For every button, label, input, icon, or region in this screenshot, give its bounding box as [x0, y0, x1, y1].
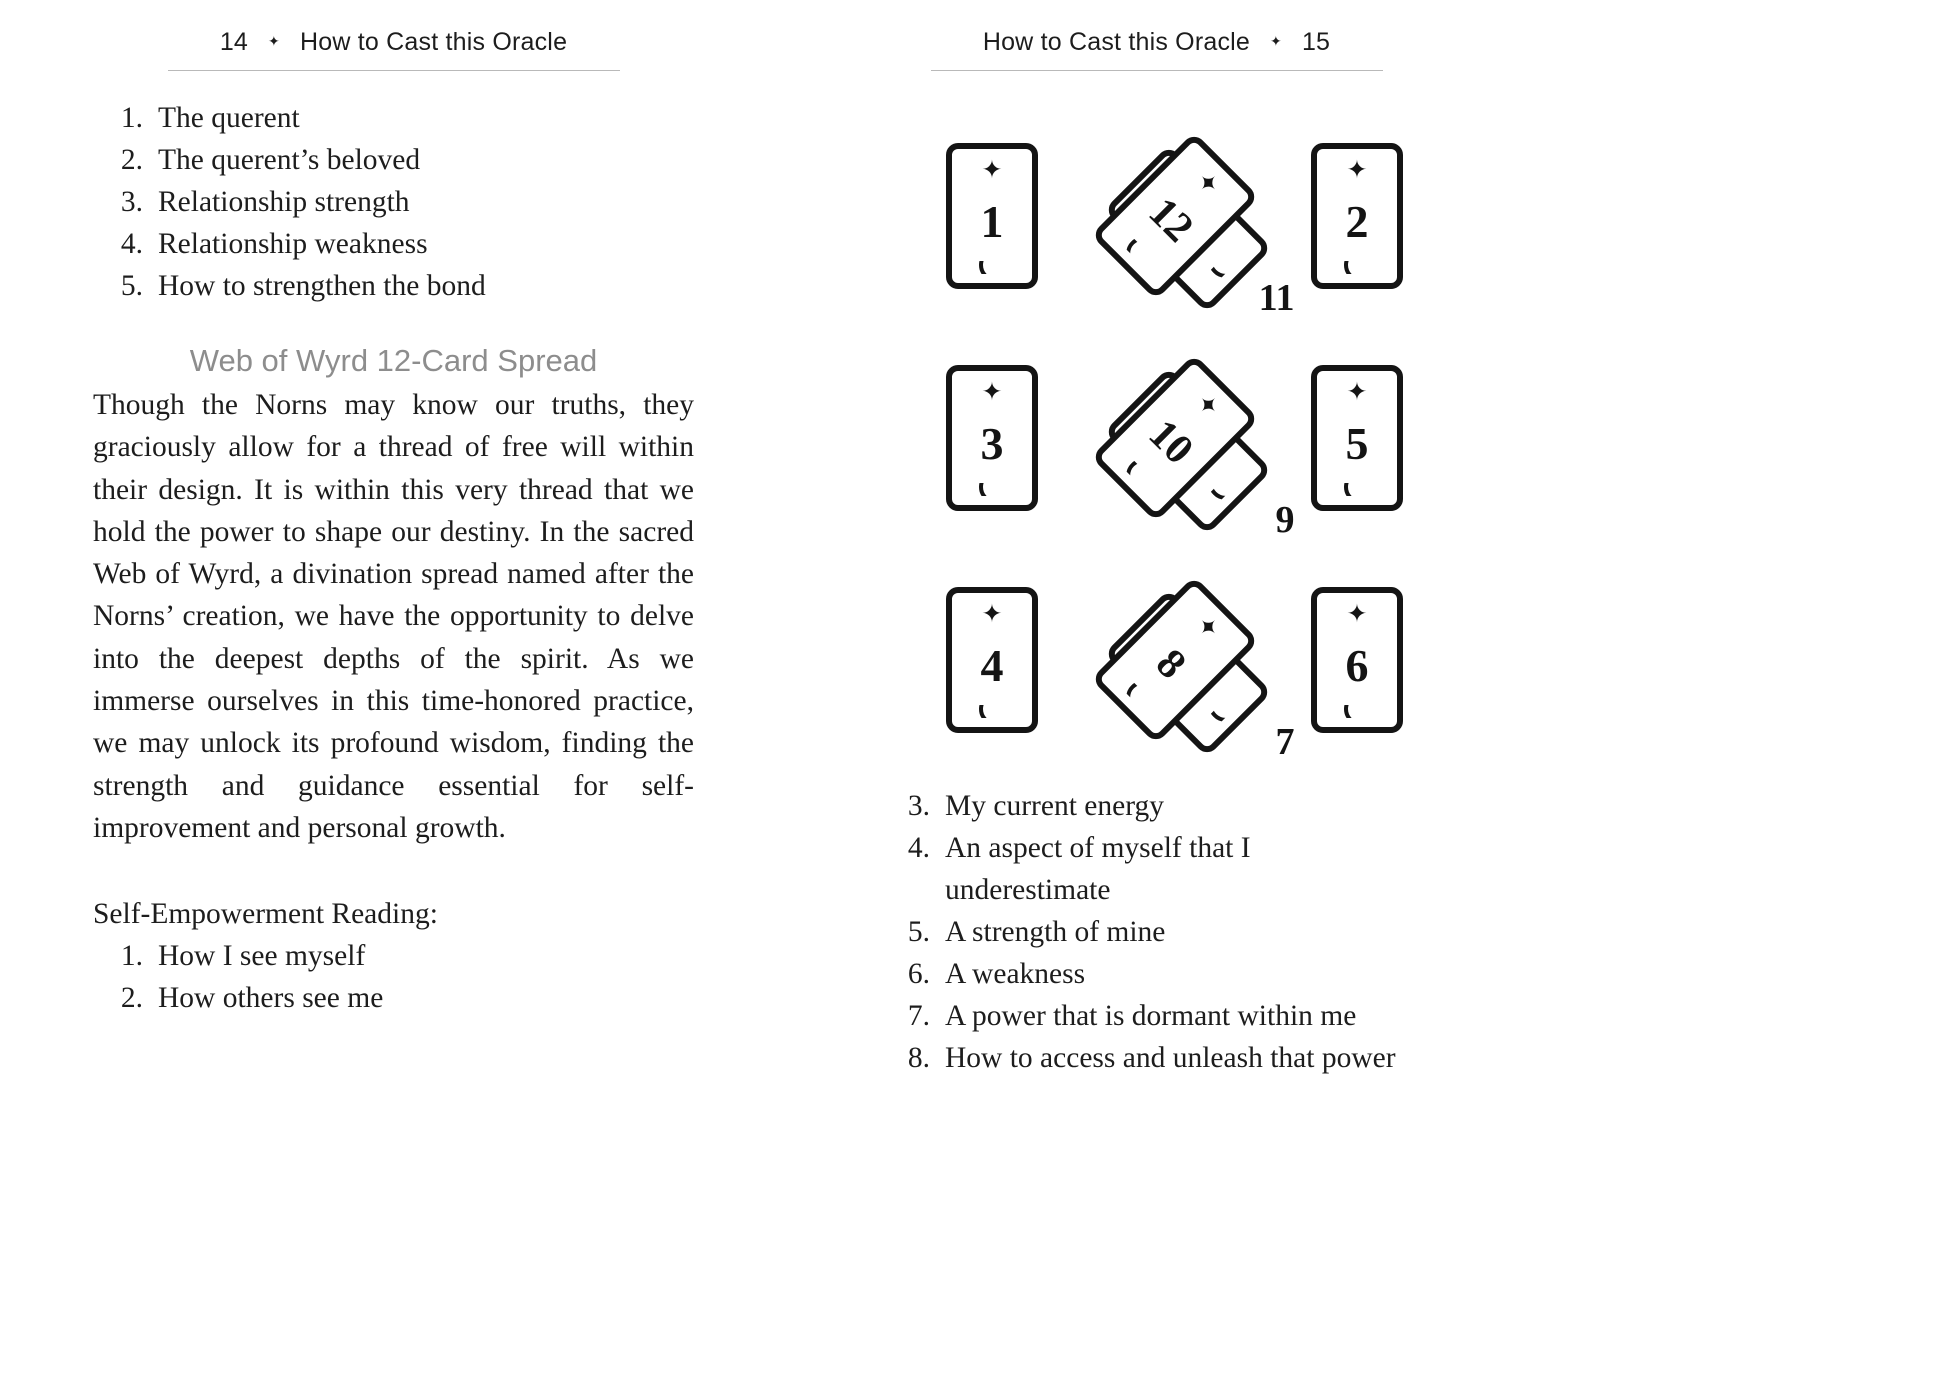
- list-text: A power that is dormant within me: [945, 1000, 1357, 1032]
- list-number: 4.: [907, 832, 930, 864]
- list-item: [898, 953, 1415, 995]
- page-number: 15: [1301, 28, 1331, 56]
- star-icon: ✦: [981, 601, 1003, 628]
- crescent-moon-icon: [1124, 239, 1152, 267]
- self-empowerment-list-part1: [93, 935, 694, 1019]
- list-text: Relationship weakness: [158, 228, 428, 260]
- list-item: [111, 223, 694, 265]
- list-number: 7.: [907, 1000, 930, 1032]
- card-number: 10: [1139, 411, 1202, 474]
- star-icon: ✦: [981, 157, 1003, 184]
- list-item: [111, 97, 694, 139]
- back-card-number-label: 7: [1275, 721, 1295, 763]
- list-text: My current energy: [945, 790, 1164, 822]
- card-number: 2: [1345, 196, 1369, 247]
- list-item: [898, 995, 1415, 1037]
- spread-row-1: [946, 105, 1403, 327]
- list-number: 6.: [907, 958, 930, 990]
- star-icon: ✦: [1346, 157, 1368, 184]
- spread-row-2: [946, 327, 1403, 549]
- spread-row-3: [946, 549, 1403, 771]
- star-icon: ✦: [1189, 610, 1224, 645]
- oracle-card-5: [1311, 365, 1403, 511]
- list-item: [111, 935, 694, 977]
- crescent-moon-icon: [1124, 461, 1152, 489]
- list-text: The querent: [158, 102, 300, 134]
- left-page-header: [168, 28, 620, 71]
- card-number: 5: [1345, 418, 1369, 469]
- crescent-moon-icon: [1210, 474, 1238, 502]
- star-icon: ✦: [1189, 388, 1224, 423]
- list-number: 3.: [120, 186, 143, 218]
- list-number: 2.: [120, 144, 143, 176]
- list-text: The querent’s beloved: [158, 144, 421, 176]
- crescent-moon-icon: [1344, 483, 1370, 496]
- list-item: [898, 827, 1415, 911]
- crescent-moon-icon: [1210, 252, 1238, 280]
- list-number: 1.: [120, 940, 143, 973]
- oracle-card-4: [946, 587, 1038, 733]
- card-number: 3: [980, 418, 1004, 469]
- list-number: 5.: [120, 270, 143, 302]
- section-heading: Web of Wyrd 12-Card Spread: [189, 343, 598, 378]
- running-head-title: How to Cast this Oracle: [299, 28, 568, 56]
- back-card-number-label: 11: [1258, 277, 1295, 319]
- list-item: [111, 265, 694, 307]
- page-15: [898, 28, 1415, 1079]
- list-number: 8.: [907, 1042, 930, 1074]
- crescent-moon-icon: [979, 705, 1005, 718]
- crescent-moon-icon: [1344, 261, 1370, 274]
- body-paragraph: Though the Norns may know our truths, they graciously allow for a thread of free will within their design. It is within this very thread that we hold the power to shape our destiny. In the sacred Web of Wyrd, a divination spread named after the Norns’ creation, we have the opportunity to delve into the deepest depths of the spirit. As we immerse ourselves in this time-honored practice, we may unlock its profound wisdom, finding the strength and guidance essential for self-improvement and personal growth.: [93, 389, 694, 844]
- diamond-icon: ✦: [1270, 33, 1282, 49]
- list-number: 3.: [907, 790, 930, 822]
- reading-title: Self-Empowerment Reading:: [93, 898, 438, 931]
- list-text: How to access and unleash that power: [945, 1042, 1396, 1074]
- list-text: Relationship strength: [158, 186, 410, 218]
- star-icon: ✦: [1346, 601, 1368, 628]
- list-text: An aspect of myself that I underestimate: [945, 832, 1251, 906]
- crescent-moon-icon: [979, 483, 1005, 496]
- relationship-spread-list: [93, 97, 694, 307]
- list-text: How I see myself: [158, 940, 366, 973]
- list-text: A strength of mine: [945, 916, 1166, 948]
- diamond-icon: ✦: [268, 33, 280, 49]
- right-page-header: [931, 28, 1383, 71]
- list-item: [111, 181, 694, 223]
- oracle-card-2: [1311, 143, 1403, 289]
- list-text: How to strengthen the bond: [158, 270, 486, 302]
- page-14: [93, 28, 694, 1019]
- list-number: 5.: [907, 916, 930, 948]
- list-number: 4.: [120, 228, 143, 260]
- card-number: 8: [1146, 640, 1194, 688]
- crescent-moon-icon: [1344, 705, 1370, 718]
- crescent-moon-icon: [1124, 683, 1152, 711]
- oracle-card-6: [1311, 587, 1403, 733]
- crossed-cards-10-9: [1075, 338, 1295, 541]
- card-number: 1: [980, 196, 1004, 247]
- oracle-card-1: [946, 143, 1038, 289]
- card-number: 12: [1139, 189, 1202, 252]
- list-item: [898, 1037, 1415, 1079]
- oracle-card-3: [946, 365, 1038, 511]
- list-number: 2.: [120, 982, 143, 1015]
- running-head-title: How to Cast this Oracle: [982, 28, 1251, 56]
- list-text: How others see me: [158, 982, 384, 1015]
- star-icon: ✦: [1346, 379, 1368, 406]
- crescent-moon-icon: [979, 261, 1005, 274]
- star-icon: ✦: [981, 379, 1003, 406]
- web-of-wyrd-diagram: [898, 105, 1415, 771]
- page-number: 14: [219, 28, 249, 56]
- back-card-number-label: 9: [1275, 499, 1295, 541]
- list-number: 1.: [120, 102, 143, 134]
- crescent-moon-icon: [1210, 696, 1238, 724]
- card-number: 6: [1345, 640, 1369, 691]
- list-item: [898, 785, 1415, 827]
- crossed-cards-12-11: [1075, 116, 1295, 319]
- list-item: [111, 139, 694, 181]
- card-number: 4: [980, 640, 1004, 691]
- list-item: [898, 911, 1415, 953]
- self-empowerment-list-part2: [898, 785, 1415, 1079]
- list-item: [111, 977, 694, 1019]
- list-text: A weakness: [945, 958, 1086, 990]
- star-icon: ✦: [1189, 166, 1224, 201]
- crossed-cards-8-7: [1075, 560, 1295, 763]
